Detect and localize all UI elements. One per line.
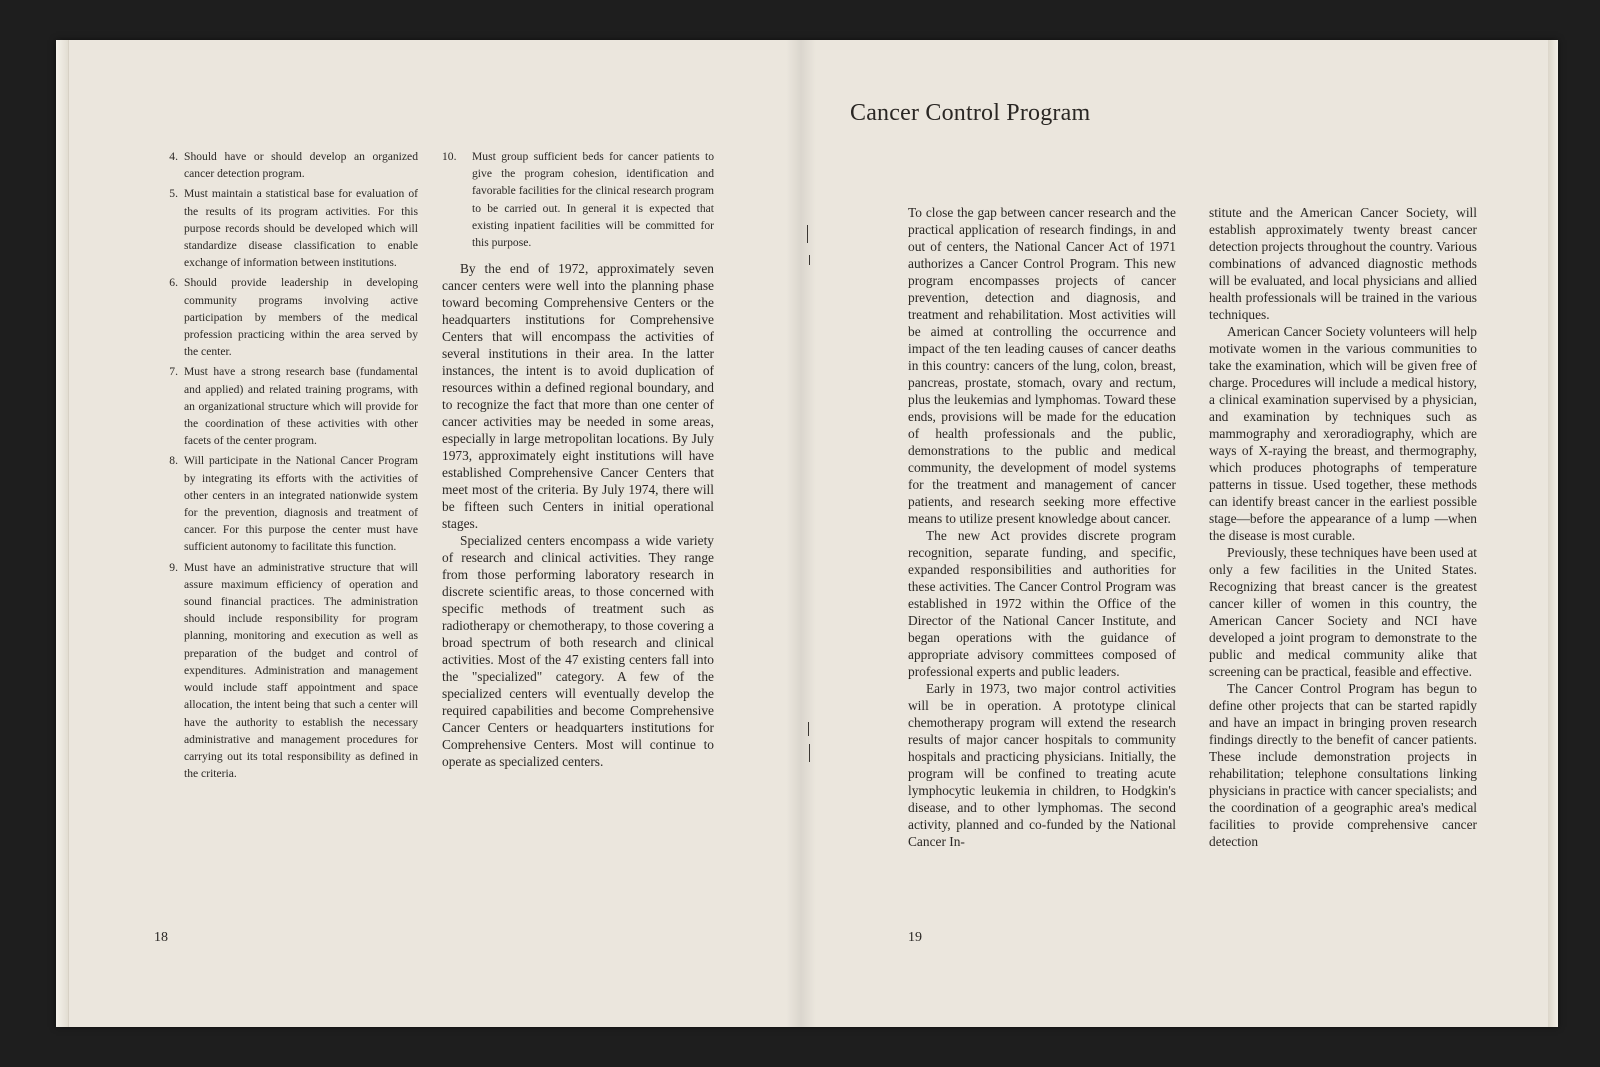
gutter-mark: [809, 744, 810, 762]
paragraph: To close the gap between cancer research and the practical application of research findings, in and out of centers, the National Cancer Act of 1971 authorizes a Cancer Control Program. This new program encompasses projects of cancer prevention, detection and diagnosis, and treatment and rehabilitation. Most activities will be aimed at controlling the occurrence and impact of the ten leading causes of cancer deaths in this country: cancers of the lung, colon, breast, pancreas, prostate, stomach, ovary and rectum, plus the leukemias and lymphomas. Toward these ends, provisions will be made for the education of health professionals and the public, demonstrations to the public and medical community, the development of model systems for the treatment and management of cancer patients, and research seeking more effective means to utilize present knowledge about cancer.: [908, 205, 1176, 526]
paragraph: The new Act provides discrete program recognition, separate funding, and specific, expanded responsibilities and authorities for these activities. The Cancer Control Program was established in 1972 within the Office of the Director of the National Cancer Institute, and began operations with the guidance of appropriate advisory committees composed of professional experts and public leaders.: [908, 528, 1176, 679]
left-page-list-col2: [442, 148, 714, 254]
gutter-mark: [807, 225, 808, 243]
page-number-right: 19: [908, 930, 922, 945]
list-item: 5. Must maintain a statistical base for evaluation of the results of its program activities. For this purpose records should be developed which will standardize disease classification to enable exchange of information between institutions.: [169, 187, 418, 270]
list-item: 10. Must group sufficient beds for cancer patients to give the program cohesion, identification and favorable facilities for the clinical research program to be carried out. In general it is expected that existing inpatient facilities will be committed for this purpose.: [442, 150, 714, 250]
paragraph: stitute and the American Cancer Society, will establish approximately twenty breast cancer detection projects throughout the country. Various combinations of advanced diagnostic methods will be evaluated, and local physicians and allied health professionals will be trained in the various techniques.: [1209, 205, 1477, 322]
left-page-edge: [56, 40, 69, 1027]
right-page-col1: [908, 204, 1176, 850]
list-item: 8. Will participate in the National Cancer Program by integrating its efforts with the activities of other centers in an integrated nationwide system for the prevention, diagnosis and treatment of cancer. For this purpose the center must have sufficient autonomy to facilitate this function.: [169, 454, 418, 554]
list-item: 4. Should have or should develop an organized cancer detection program.: [169, 150, 418, 181]
paragraph: By the end of 1972, approximately seven cancer centers were well into the planning phase toward becoming Comprehensive Centers or the headquarters institutions for Comprehensive Centers that will encompass the activities of several institutions in their area. In the latter instances, the intent is to avoid duplication of resources within a defined regional boundary, and to recognize the fact that more than one center of cancer activities may be needed in some areas, especially in large metropolitan locations. By July 1973, approximately eight institutions will have established Comprehensive Cancer Centers that meet most of the criteria. By July 1974, there will be fifteen such Centers in initial operational stages.: [442, 261, 714, 531]
paragraph: The Cancer Control Program has begun to define other projects that can be started rapidly and have an impact in bringing proven research findings directly to the benefit of cancer patients. These include demonstration projects in rehabilitation; telephone consultations linking physicians in practice with cancer specialists; and the coordination of a geographic area's medical facilities to provide comprehensive cancer detection: [1209, 681, 1477, 849]
list-item: 9. Must have an administrative structure that will assure maximum efficiency of operation and sound financial practices. The administration should include responsibility for program planning, monitoring and execution as well as preparation of the budget and control of expenditures. Administration and management would include staff appointment and space allocation, the intent being that such a center will have the authority to establish the necessary administrative and management procedures for carrying out its total responsibility as defined in the criteria.: [169, 560, 418, 781]
gutter-mark: [808, 722, 809, 736]
paragraph: Previously, these techniques have been used at only a few facilities in the United States. Recognizing that breast cancer is the greatest cancer killer of women in this country, the American Cancer Society and NCI have developed a joint program to demonstrate to the public and medical community alike that screening can be practical, feasible and effective.: [1209, 545, 1477, 679]
list-item: 7. Must have a strong research base (fundamental and applied) and related training programs, with an organizational structure which will provide for the coordination of these activities with other facets of the center program.: [169, 365, 418, 448]
left-page-list-col1: [160, 148, 418, 785]
paragraph: Early in 1973, two major control activities will be in operation. A prototype clinical chemotherapy program will extend the research results of major cancer hospitals to community hospitals and practicing physicians. Initially, the program will be confined to treating acute lymphocytic leukemia in children, to Hodgkin's disease, and to other lymphomas. The second activity, planned and co-funded by the National Cancer In-: [908, 681, 1176, 849]
right-page-edge: [1548, 40, 1558, 1027]
book-gutter: [786, 40, 816, 1027]
gutter-mark: [809, 255, 810, 265]
page-number-left: 18: [154, 930, 168, 945]
section-heading: Cancer Control Program: [850, 100, 1091, 126]
paragraph: Specialized centers encompass a wide variety of research and clinical activities. They range from those performing laboratory research in discrete scientific areas, to those concerned with specific methods of treatment such as radiotherapy or chemotherapy, to those covering a broad spectrum of both research and clinical activities. Most of the 47 existing centers fall into the "specialized" category. A few of the specialized centers will eventually develop the required capabilities and become Comprehensive Cancer Centers or headquarters institutions for Comprehensive Centers. Most will continue to operate as specialized centers.: [442, 533, 714, 769]
right-page-col2: [1209, 204, 1477, 850]
left-page-body: [442, 260, 714, 770]
list-item: 6. Should provide leadership in developing community programs involving active participation by members of the medical profession practicing within the area served by the center.: [169, 276, 418, 359]
paragraph: American Cancer Society volunteers will help motivate women in the various communities to take the examination, which will be given free of charge. Procedures will include a medical history, a clinical examination supervised by a physician, and examination by techniques such as mammography and xeroradiography, which are ways of X-raying the breast, and thermography, which produces photographs of temperature patterns in tissue. Used together, these methods can identify breast cancer in the earliest possible stage—before the appearance of a lump —when the disease is most curable.: [1209, 324, 1477, 543]
